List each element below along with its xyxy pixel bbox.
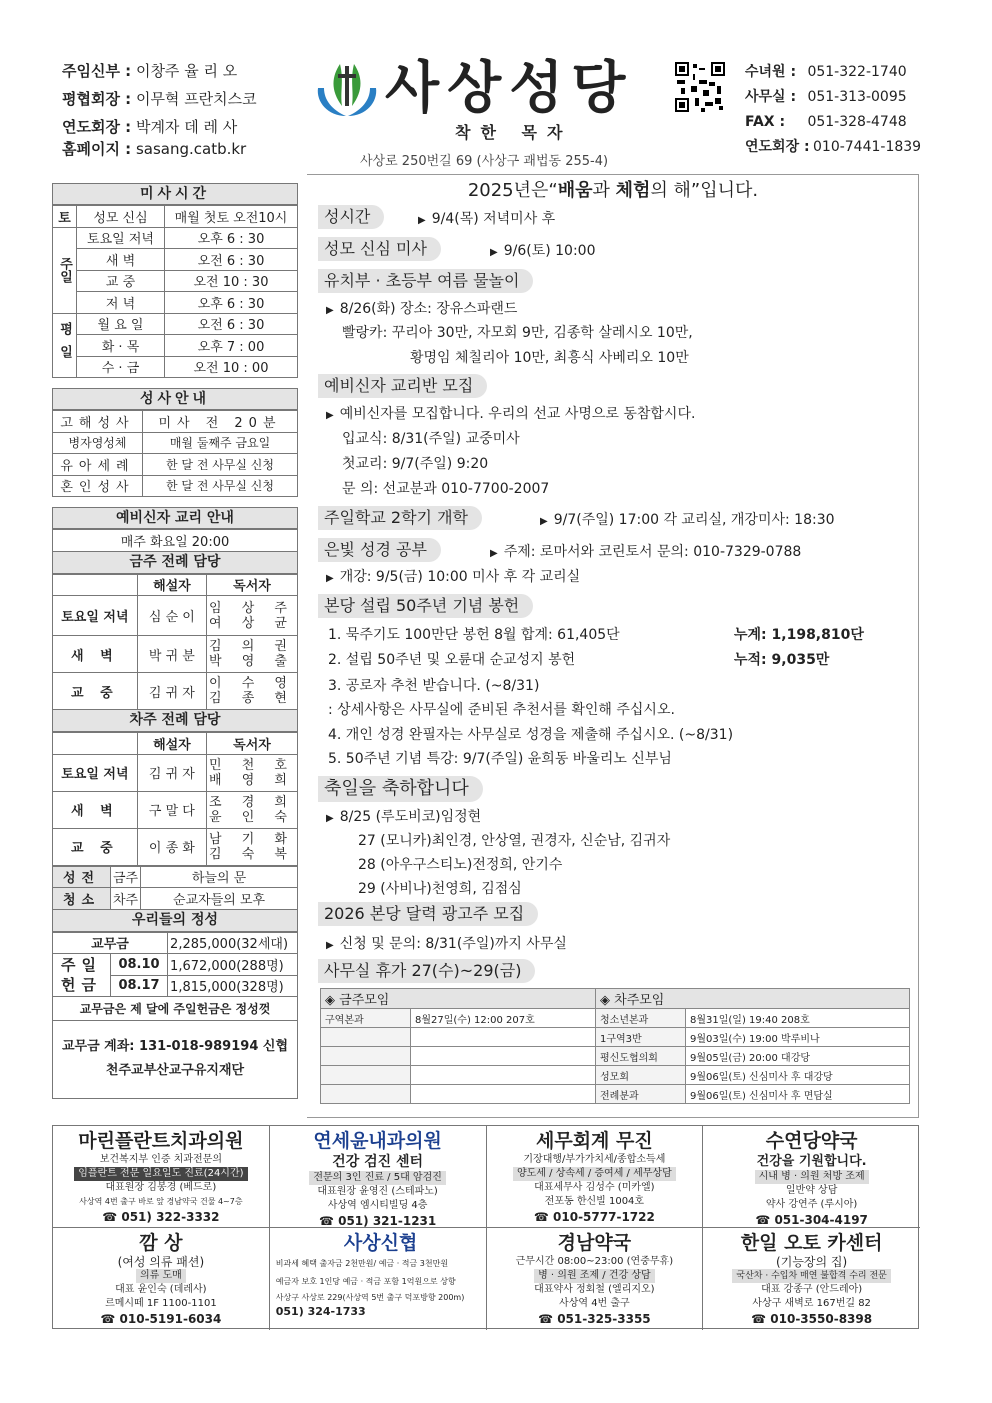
- section-sunday-school-title: 주일학교 2학기 개학: [318, 506, 482, 530]
- summer-water-line-3: 황명임 체칠리아 10만, 최흥식 사베리오 10만: [410, 350, 689, 366]
- office-label: 사무실 :: [745, 89, 797, 105]
- ad-suyeondang-pharmacy[interactable]: [703, 1126, 920, 1228]
- next-week-h1: 해설자: [137, 733, 206, 755]
- ad-7-line-3: 사상구 새벽로 167번길 82: [752, 1298, 871, 1309]
- ad-6-line-1: 병 · 의원 조제 / 건강 상담: [534, 1269, 655, 1283]
- ad-7-name: 한일 오토 카센터: [740, 1232, 883, 1254]
- this-week-0-mass: 토요일 저녁: [53, 596, 138, 636]
- mass-sunday-label: [53, 227, 77, 313]
- sacrament-0-info: 미사 전 20분: [143, 411, 298, 433]
- meeting-right-1-name: 1구역3반: [596, 1028, 686, 1047]
- meeting-right-0-name: 청소년본과: [596, 1009, 686, 1028]
- yeondo-label: 연도회장 :: [62, 118, 132, 136]
- catechumen-line-2: 입교식: 8/31(주일) 교중미사: [342, 431, 520, 447]
- mass-week-0-name: 월 요 일: [77, 313, 165, 335]
- ad-5-line-3: 051) 324-1733: [275, 1305, 366, 1318]
- anniversary-line-3: 3. 공로자 추천 받습니다. (~8/31): [328, 678, 540, 694]
- header-info-left: [62, 60, 312, 166]
- homepage-label: 홈페이지 :: [62, 140, 132, 158]
- sacrament-3-info: 한 달 전 사무실 신청: [143, 475, 298, 497]
- offering-2-value: 1,815,000(328명): [168, 975, 298, 997]
- council-value: 이무혁 프란치스코: [131, 90, 257, 108]
- next-week-2-mass: 교 중: [53, 828, 138, 865]
- fax-label: FAX :: [745, 114, 786, 130]
- triangle-icon: ▶: [326, 305, 334, 316]
- this-week-1-mass: 새 벽: [53, 636, 138, 673]
- sacraments-table: [52, 410, 298, 497]
- catechumen-line-4: 문 의: 선교분과 010-7700-2007: [342, 481, 550, 497]
- mass-sat-name: 성모 신심: [77, 206, 165, 228]
- this-week-0-c: 심 순 이: [137, 596, 206, 636]
- triangle-icon: ▶: [326, 410, 334, 421]
- left-column: [52, 183, 298, 1099]
- ad-1-phone: ☎ 051) 321-1231: [318, 1214, 437, 1228]
- catechumen-title: 예비신자 교리 안내: [52, 507, 298, 529]
- fax-value: 051-328-4748: [807, 114, 907, 130]
- feast-line-2: 27 (모니카)최인경, 안상열, 권경자, 신순남, 김귀자: [358, 833, 671, 849]
- convent-value: 051-322-1740: [807, 64, 907, 80]
- triangle-icon: ▶: [540, 516, 548, 527]
- this-week-0-r2: 여 상 균: [209, 615, 295, 631]
- ad-3-line-2: 일반약 상담: [785, 1185, 838, 1196]
- meeting-left-0-name: 구역본과: [321, 1009, 411, 1028]
- sacraments-title: 성사안내: [52, 388, 298, 410]
- this-week-1-c: 박 귀 분: [137, 636, 206, 673]
- offering-1-value: 1,672,000(288명): [168, 954, 298, 976]
- ad-2-line-0: 기장대행/부가가치세/종합소득세: [523, 1154, 666, 1165]
- next-week-1-r2: 윤 인 숙: [209, 809, 295, 825]
- mass-weekday-label: [53, 313, 77, 378]
- mass-week-1-time: 오후 7 : 00: [165, 335, 298, 357]
- catechumen-line-1: [326, 403, 695, 423]
- next-week-0-mass: 토요일 저녁: [53, 754, 138, 791]
- mass-week-2-name: 수 · 금: [77, 356, 165, 378]
- sunday-offering-l2: 헌금: [61, 976, 102, 994]
- anniversary-line-6: 5. 50주년 기념 특강: 9/7(주일) 윤희동 바울리노 신부님: [328, 751, 672, 767]
- anniversary-offering-total: 누적: 9,035만: [734, 652, 830, 668]
- mass-sun-3-name: 저 녁: [77, 292, 165, 314]
- year-theme-part-2: 과: [592, 180, 616, 201]
- ad-0-name: 마린플란트치과의원: [78, 1130, 244, 1152]
- catechumen-table: [52, 529, 298, 552]
- church-title: 사상성당: [385, 56, 634, 121]
- summer-water-line-1: [326, 298, 517, 318]
- this-week-2-r1: 이 수 영: [209, 676, 295, 691]
- header-info-right: [745, 62, 935, 162]
- church-subtitle: 착한 목자: [455, 123, 573, 142]
- mass-sun-0-time: 오후 6 : 30: [165, 227, 298, 249]
- ad-marin-dental[interactable]: [53, 1126, 270, 1228]
- section-feast-title: 축일을 축하합니다: [318, 776, 483, 802]
- section-catechumen-title: 예비신자 교리반 모집: [318, 374, 487, 398]
- offering-table: [52, 932, 298, 998]
- ad-sasang-credit-union[interactable]: [270, 1228, 487, 1330]
- mass-sunday-text: 주일: [57, 257, 72, 283]
- ad-4-name: 깜 상: [139, 1232, 183, 1254]
- ad-5-line-0: 비과세 혜택 출자금 2천만원/ 예금 · 적금 3천만원: [275, 1259, 449, 1268]
- sunday-school-detail: 9/7(주일) 17:00 각 교리실, 개강미사: 18:30: [553, 512, 835, 528]
- next-week-0-r2: 배 영 희: [209, 772, 295, 788]
- account-number: 교무금 계좌: 131-018-989194 신협: [61, 1039, 289, 1054]
- anniversary-line-2: 2. 설립 50주년 및 오륜대 순교성지 봉헌: [328, 652, 576, 668]
- summer-water-date: 8/26(화) 장소: 장유스파랜드: [339, 301, 518, 317]
- ad-2-phone: ☎ 010-5777-1722: [533, 1210, 655, 1224]
- next-week-liturgy-table: [52, 732, 298, 866]
- this-week-h1: 해설자: [137, 574, 206, 596]
- ad-gyeongnam-pharmacy[interactable]: [487, 1228, 704, 1330]
- ad-0-line-0: 보건복지부 인증 치과전문의: [99, 1154, 223, 1165]
- meeting-right-3-name: 성모회: [596, 1066, 686, 1085]
- meeting-right-4-name: 전례분과: [596, 1085, 686, 1104]
- this-week-liturgy-title: 금주 전례 담당: [52, 552, 298, 574]
- feast-0825: 8/25 (루도비코)임정현: [339, 809, 482, 825]
- ad-2-line-1: 양도세 / 상속세 / 증여세 / 세무상담: [513, 1167, 676, 1181]
- catechumen-time: 매주 화요일 20:00: [53, 530, 298, 552]
- mass-sun-0-name: 토요일 저녁: [77, 227, 165, 249]
- church-logo-icon: [310, 60, 385, 120]
- meetings-next-week-header: ◈ 차주모임: [596, 989, 910, 1009]
- section-holy-hour-text: [418, 208, 555, 228]
- triangle-icon: ▶: [418, 215, 426, 226]
- pastor-value: 이창주 율 리 오: [131, 62, 238, 80]
- next-week-2-r2: 김 숙 복: [209, 846, 295, 862]
- mass-sat-label: 토: [53, 206, 77, 228]
- section-bible-study-title: 은빛 성경 공부: [318, 538, 441, 562]
- hymn-this-week-label: 금주: [111, 866, 141, 888]
- calendar-ads-line: [326, 933, 567, 953]
- meeting-right-2-time: 9월05일(금) 20:00 대강당: [686, 1047, 910, 1066]
- mass-week-0-time: 오전 6 : 30: [165, 313, 298, 335]
- section-summer-water-title: 유치부 · 초등부 여름 물놀이: [318, 269, 533, 293]
- mass-sat-time: 매월 첫토 오전10시: [165, 206, 298, 228]
- ad-2-name: 세무회계 무진: [536, 1130, 653, 1152]
- bible-study-opening: 개강: 9/5(금) 10:00 미사 후 각 교리실: [339, 569, 581, 585]
- ad-3-line-3: 약사 강연주 (루시아): [765, 1199, 858, 1210]
- this-week-2-c: 김 귀 자: [137, 673, 206, 710]
- meeting-right-3-time: 9월06일(토) 신심미사 후 대강당: [686, 1066, 910, 1085]
- ad-6-phone: ☎ 051-325-3355: [538, 1312, 651, 1326]
- sacrament-1-info: 매월 둘째주 금요일: [143, 432, 298, 454]
- yeondo-value: 박계자 데 레 사: [131, 118, 238, 136]
- council-row: [62, 88, 312, 116]
- meeting-right-0-time: 8월31일(일) 19:40 208호: [686, 1009, 910, 1028]
- ad-7-line-0: (기능장의 집): [776, 1255, 848, 1269]
- triangle-icon: ▶: [490, 548, 498, 559]
- sacrament-2-name: 유아세례: [53, 454, 143, 476]
- next-week-2-c: 이 종 화: [137, 828, 206, 865]
- this-week-liturgy-table: [52, 574, 298, 711]
- triangle-icon: ▶: [490, 247, 498, 258]
- ad-0-line-1: 임플란트 전문 일요일도 진료(24시간): [74, 1167, 247, 1181]
- section-calendar-ads-title: 2026 본당 달력 광고주 모집: [318, 902, 538, 926]
- ad-4-line-2: 대표 윤인숙 (데레사): [115, 1284, 207, 1295]
- ad-hanil-auto[interactable]: [703, 1228, 920, 1330]
- ad-2-line-3: 전포동 한신빌 1004호: [544, 1196, 645, 1207]
- offering-0-value: 2,285,000(32세대): [168, 932, 298, 954]
- fax-number: [745, 112, 935, 137]
- next-week-1-c: 구 말 다: [137, 791, 206, 828]
- marian-mass-detail: 9/6(토) 10:00: [503, 243, 596, 259]
- ad-yonsei-clinic[interactable]: [270, 1126, 487, 1228]
- hymns-table: [52, 866, 298, 910]
- ad-kkamsang[interactable]: [53, 1228, 270, 1330]
- sunday-offering-label: [53, 954, 111, 997]
- convent-label: 수녀원 :: [745, 64, 797, 80]
- bible-study-detail: 주제: 로마서와 코린토서 문의: 010-7329-0788: [503, 544, 802, 560]
- triangle-icon: ▶: [326, 940, 334, 951]
- sacrament-1-name: 병자영성체: [53, 432, 143, 454]
- ad-6-line-3: 사상역 4번 출구: [559, 1298, 630, 1309]
- hymn-this-week: 하늘의 문: [141, 866, 298, 888]
- ad-6-line-2: 대표약사 정회철 (엘리지오): [534, 1284, 655, 1295]
- year-theme-word-1: 배움: [557, 180, 593, 201]
- ad-1-line-0: 건강 검진 센터: [332, 1154, 424, 1170]
- meetings-this-week-header: ◈ 금주모임: [321, 989, 596, 1009]
- sunday-offering-l1: 주일: [61, 956, 102, 974]
- next-week-0-r1: 민 천 호: [209, 757, 295, 773]
- ad-1-line-3: 사상역 엠시티빌딩 4층: [327, 1200, 428, 1211]
- next-week-0-c: 김 귀 자: [137, 754, 206, 791]
- ad-7-line-2: 대표 강종구 (안드레아): [761, 1284, 863, 1295]
- council-label: 평협회장 :: [62, 90, 132, 108]
- ad-0-line-2: 대표원장 김봉경 (베드로): [105, 1182, 217, 1193]
- meeting-left-0-time: 8월27일(수) 12:00 207호: [411, 1009, 596, 1028]
- section-bible-study-text: [490, 541, 801, 561]
- offering-account: [52, 1021, 298, 1099]
- homepage-value[interactable]: sasang.catb.kr: [131, 140, 247, 158]
- section-sunday-school-text: [540, 509, 835, 529]
- ad-5-line-2: 사상구 사상로 229(사상역 5번 출구 덕포방향 200m): [275, 1293, 465, 1302]
- mass-week-1-name: 화 · 목: [77, 335, 165, 357]
- ad-3-line-0: 건강을 기원합니다.: [756, 1154, 867, 1169]
- ad-1-line-1: 전문의 3인 진료 / 5대 암검진: [309, 1171, 446, 1185]
- mass-sun-1-name: 새 벽: [77, 249, 165, 271]
- meeting-right-2-name: 평신도협의회: [596, 1047, 686, 1066]
- homepage-row: [62, 138, 312, 166]
- office-phone: [745, 87, 935, 112]
- hymn-next-week: 순교자들의 모후: [141, 888, 298, 910]
- ad-1-name: 연세윤내과의원: [313, 1130, 442, 1152]
- calendar-ads-detail: 신청 및 문의: 8/31(주일)까지 사무실: [339, 936, 567, 952]
- offering-title: 우리들의 정성: [52, 910, 298, 932]
- ad-6-name: 경남약국: [557, 1232, 632, 1254]
- mass-sun-2-time: 오전 10 : 30: [165, 270, 298, 292]
- pastor-row: [62, 60, 312, 88]
- mass-times-title: 미사시간: [52, 183, 298, 205]
- hymn-next-week-label: 차주: [111, 888, 141, 910]
- offering-2-label: 08.17: [111, 975, 168, 997]
- hymn-label-2: 청소: [53, 888, 111, 910]
- next-week-1-r1: 조 경 희: [209, 794, 295, 810]
- year-theme-part-1: 2025년은“: [467, 180, 558, 201]
- next-week-2-r1: 남 기 화: [209, 831, 295, 847]
- mass-times-table: [52, 205, 298, 378]
- this-week-2-r2: 김 종 현: [209, 691, 295, 706]
- meeting-right-4-time: 9월06일(토) 신심미사 후 면담실: [686, 1085, 910, 1104]
- anniversary-line-5: 4. 개인 성경 완필자는 사무실로 성경을 제출해 주십시오. (~8/31): [328, 727, 734, 743]
- offering-note: 교무금은 제 달에 주일헌금은 정성껏: [52, 997, 298, 1021]
- ad-4-line-3: 르메시떼 1F 1100-1101: [105, 1298, 217, 1309]
- yeondo-phone: [745, 137, 935, 162]
- year-theme: [307, 176, 919, 202]
- section-anniversary-title: 본당 설립 50주년 기념 봉헌: [318, 594, 533, 618]
- year-theme-word-2: 체험: [615, 180, 651, 201]
- ad-6-line-0: 근무시간 08:00~23:00 (연중무휴): [515, 1256, 674, 1267]
- yeondo-phone-value: 010-7441-1839: [813, 139, 922, 155]
- next-week-h2: 독서자: [207, 733, 298, 755]
- triangle-icon: ▶: [326, 813, 334, 824]
- anniversary-line-4: : 상세사항은 사무실에 준비된 추천서를 확인해 주십시오.: [328, 702, 675, 718]
- ad-3-line-1: 시내 병 · 의원 처방 조제: [755, 1170, 869, 1184]
- this-week-1-r1: 김 의 권: [209, 639, 295, 654]
- holy-hour-detail: 9/4(목) 저녁미사 후: [431, 211, 556, 227]
- anniversary-line-1: 1. 묵주기도 100만단 봉헌 8월 합계: 61,405단: [328, 627, 620, 643]
- ad-0-phone: ☎ 051) 322-3332: [102, 1210, 220, 1224]
- mass-sun-2-name: 교 중: [77, 270, 165, 292]
- ad-7-line-1: 국산차 · 수입차 매연 불합격 수리 전문: [732, 1269, 890, 1283]
- bible-study-line-2: [326, 566, 580, 586]
- yeondo-phone-label: 연도회장 :: [745, 139, 810, 155]
- catechumen-recruit: 예비신자를 모집합니다. 우리의 선교 사명으로 동참합시다.: [339, 406, 696, 422]
- convent-phone: [745, 62, 935, 87]
- offering-0-label: 교무금: [53, 932, 168, 954]
- year-theme-part-3: 의 해”입니다.: [650, 180, 759, 201]
- sacrament-3-name: 혼인성사: [53, 475, 143, 497]
- next-week-1-mass: 새 벽: [53, 791, 138, 828]
- ad-1-line-2: 대표원장 윤영진 (스테파노): [317, 1186, 438, 1197]
- summer-water-line-2: 빨랑카: 꾸리아 30만, 자모회 9만, 김종학 살레시오 10만,: [342, 325, 693, 341]
- ad-7-phone: ☎ 010-3550-8398: [751, 1312, 873, 1326]
- triangle-icon: ▶: [326, 573, 334, 584]
- ad-4-line-1: 의류 도매: [136, 1269, 186, 1283]
- this-week-0-r1: 임 상 주: [209, 600, 295, 616]
- offering-1-label: 08.10: [111, 954, 168, 976]
- church-address: 사상로 250번길 69 (사상구 괘법동 255-4): [360, 154, 609, 169]
- meetings-table: [320, 988, 910, 1104]
- qr-code-icon[interactable]: [675, 62, 725, 112]
- ad-5-line-1: 예금자 보호 1인당 예금 · 적금 포함 1억원으로 상향: [275, 1277, 456, 1286]
- mass-sun-3-time: 오후 6 : 30: [165, 292, 298, 314]
- feast-line-3: 28 (아우구스티노)전정희, 안기수: [358, 857, 563, 873]
- ad-3-phone: ☎ 051-304-4197: [755, 1213, 868, 1227]
- sacrament-2-info: 한 달 전 사무실 신청: [143, 454, 298, 476]
- this-week-2-mass: 교 중: [53, 673, 138, 710]
- ad-3-name: 수연당약국: [765, 1130, 858, 1152]
- office-value: 051-313-0095: [807, 89, 907, 105]
- next-week-liturgy-title: 차주 전례 담당: [52, 710, 298, 732]
- ad-0-line-3: 사상역 4번 출구 바로 앞 경남약국 건물 4~7층: [79, 1197, 243, 1206]
- ad-tax-mujin[interactable]: [487, 1126, 704, 1228]
- ad-2-line-2: 대표세무사 김성수 (미카엘): [534, 1182, 655, 1193]
- pastor-label: 주임신부 :: [62, 62, 132, 80]
- this-week-h2: 독서자: [207, 574, 298, 596]
- section-office-vacation-title: 사무실 휴가 27(수)~29(금): [318, 959, 535, 983]
- mass-week-2-time: 오전 10 : 00: [165, 356, 298, 378]
- mass-weekday-text: 평일: [57, 322, 72, 369]
- mass-sun-1-time: 오전 6 : 30: [165, 249, 298, 271]
- this-week-1-r2: 박 영 출: [209, 654, 295, 669]
- sacrament-0-name: 고해성사: [53, 411, 143, 433]
- anniversary-rosary-total: 누계: 1,198,810단: [734, 627, 864, 643]
- account-owner: 천주교부산교구유지재단: [105, 1063, 245, 1078]
- section-holy-hour-title: 성시간: [318, 205, 384, 229]
- meeting-right-1-time: 9월03일(수) 19:00 박루비나: [686, 1028, 910, 1047]
- ad-4-line-0: (여성 의류 패션): [117, 1255, 205, 1269]
- hymn-label-1: 성전: [53, 866, 111, 888]
- section-marian-mass-title: 성모 신심 미사: [318, 237, 441, 261]
- ads-section: [52, 1125, 919, 1329]
- section-marian-mass-text: [490, 240, 595, 260]
- catechumen-line-3: 첫교리: 9/7(주일) 9:20: [342, 456, 489, 472]
- feast-line-1: [326, 806, 481, 826]
- ad-5-name: 사상신협: [343, 1232, 418, 1254]
- ad-4-phone: ☎ 010-5191-6034: [100, 1312, 222, 1326]
- feast-line-4: 29 (사비나)천영희, 김점심: [358, 881, 522, 897]
